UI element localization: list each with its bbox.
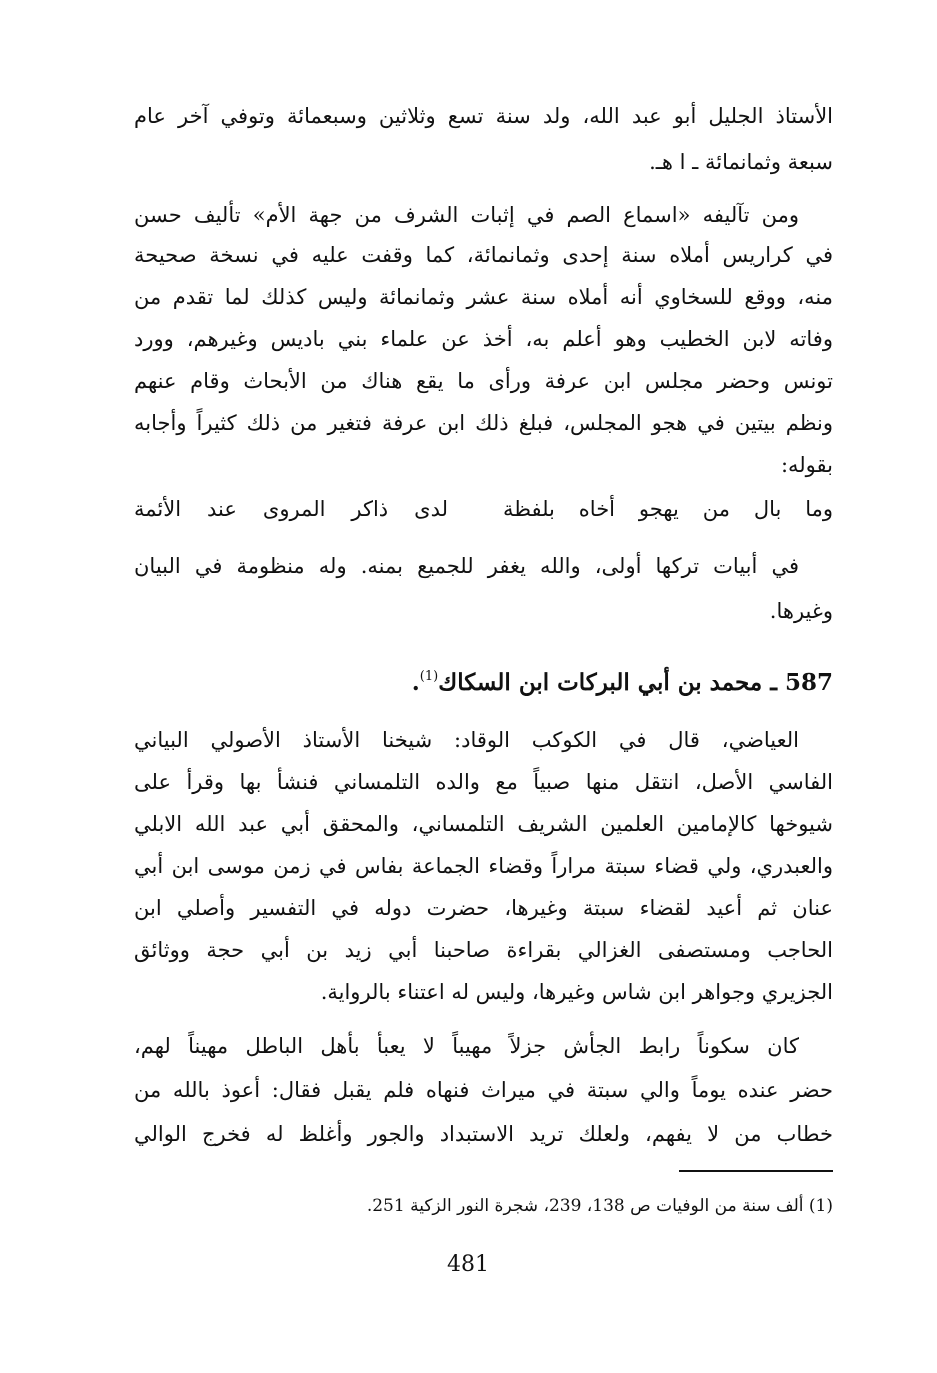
- text-line: حضر عنده يوماً والي سبتة في ميراث فنهاه فلم يقبل فقال: أعوذ بالله من: [134, 1078, 833, 1102]
- text-line: وغيرها.: [769, 599, 833, 623]
- page-number: 481: [447, 1252, 489, 1277]
- text-line: خطاب من لا يفهم، ولعلك تريد الاستبداد والجور وأغلظ له فخرج الوالي: [134, 1122, 833, 1146]
- footnote-separator-rule: [679, 1170, 833, 1172]
- text-line: الفاسي الأصل، انتقل منها صبياً مع والده التلمساني فنشأ بها وقرأ على: [134, 770, 833, 794]
- entry-name: محمد بن أبي البركات ابن السكاك: [438, 669, 763, 696]
- text-line: الأستاذ الجليل أبو عبد الله، ولد سنة تسع وثلاثين وسبعمائة وتوفي آخر عام: [134, 104, 833, 128]
- text-line: منه، ووقع للسخاوي أنه أملاه سنة عشر وثمانمائة وليس كذلك لما تقدم من: [134, 285, 833, 309]
- text-line: تونس وحضر مجلس ابن عرفة ورأى ما يقع هناك من الأبحاث وقام عنهم: [134, 369, 833, 393]
- text-line: بقوله:: [780, 453, 833, 477]
- text-line: سبعة وثمانمائة ـ ا هـ.: [649, 150, 833, 174]
- text-line: ونظم بيتين في هجو المجلس، فبلغ ذلك ابن عرفة فتغير من ذلك كثيراً وأجابه: [134, 411, 833, 435]
- text-line: شيوخها كالإمامين العلمين الشريف التلمساني، والمحقق أبي عبد الله الابلي: [134, 812, 833, 836]
- text-line: في أبيات تركها أولى، والله يغفر للجميع بمنه. وله منظومة في البيان: [134, 554, 799, 578]
- entry-number: 587: [784, 669, 833, 696]
- text-line: والعبدري، ولي قضاء سبتة مراراً وقضاء الجماعة بفاس في زمن موسى ابن أبي: [134, 854, 833, 878]
- text-line: في كراريس أملاه سنة إحدى وثمانمائة، كما وقفت عليه في نسخة صحيحة: [134, 243, 833, 267]
- text-line: وفاته لابن الخطيب وهو أعلم به، أخذ عن علماء بني باديس وغيرهم، وورد: [134, 327, 833, 351]
- verse-second-hemistich: لدى ذاكر المروى عند الأئمة: [134, 497, 448, 521]
- entry-separator: ـ: [770, 669, 777, 696]
- text-line: عنان ثم أعيد لقضاء سبتة وغيرها، حضرت دوله في التفسير وأصلي ابن: [134, 896, 833, 920]
- text-line: الجزيري وجواهر ابن شاس وغيرها، وليس له اعتناء بالرواية.: [320, 980, 833, 1004]
- footnote-reference: (1): [419, 669, 439, 684]
- text-line: العياضي، قال في الكوكب الوقاد: شيخنا الأستاذ الأصولي البياني: [134, 728, 799, 752]
- entry-end-mark: .: [411, 669, 420, 696]
- text-line: الحاجب ومستصفى الغزالي بقراءة صاحبنا أبي زيد بن أبي حجة ووثائق: [134, 938, 833, 962]
- footnote-text: (1) ألف سنة من الوفيات ص 138، 239، شجرة النور الزكية 251.: [366, 1196, 833, 1216]
- text-line: ومن تآليفه «اسماع الصم في إثبات الشرف من جهة الأم» تأليف حسن: [134, 203, 799, 227]
- text-line: كان سكوناً رابط الجأش جزلاً مهيباً لا يعبأ بأهل الباطل مهيناً لهم،: [134, 1034, 799, 1058]
- verse-first-hemistich: وما بال من يهجو أخاه بلفظة: [503, 497, 833, 521]
- entry-heading: [134, 667, 833, 699]
